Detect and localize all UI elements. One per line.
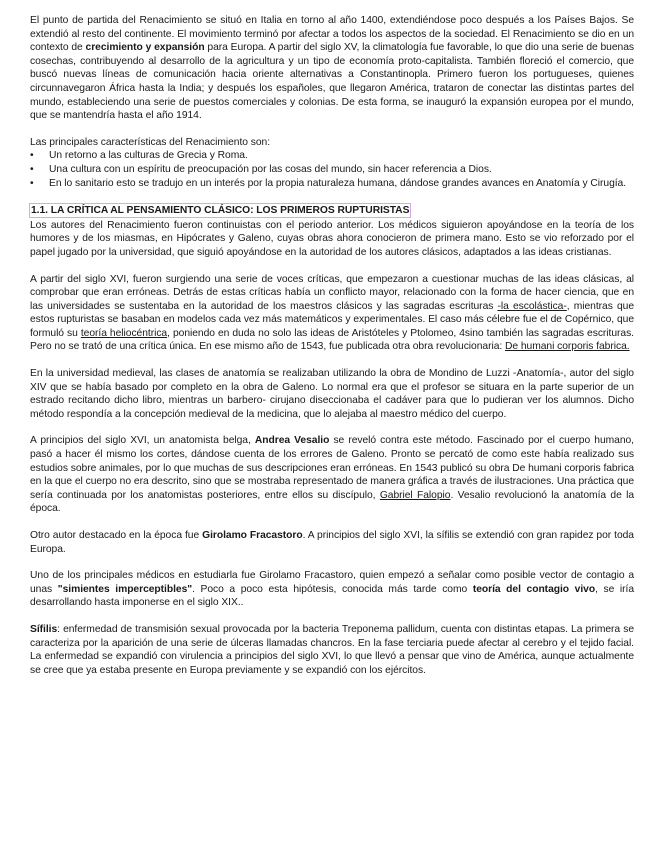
paragraph-universidad-medieval: En la universidad medieval, las clases de anatomía se realizaban utilizando la obra de Mondino de Luzzi -Anatomía-, autor del siglo XIV que se había basado por completo en la obra de Galeno. Lo normal era que el profesor se situara en la parte superior de un estrado recitando dicho libro, mientras un barbero- cirujano diseccionaba el cadáver para que lo pudieran ver los alumnos. Dicho método respondía a la concepción medieval de la medicina, que lo alejaba al maestro médico del cuerpo.	[30, 368, 634, 420]
section-heading[interactable]: 1.1. LA CRÍTICA AL PENSAMIENTO CLÁSICO: LOS PRIMEROS RUPTURISTAS	[31, 205, 410, 217]
document-page	[30, 14, 634, 690]
paragraph-criticas: A partir del siglo XVI, fueron surgiendo una serie de voces críticas, que empezaron a cuestionar muchas de las ideas clásicas, al comprobar que eran erróneas. Detrás de estas críticas había un conflicto mayor, relacionado con la forma de hacer ciencia, que en las universidades se sustentaba en la autoridad de los maestros clásicos y las sagradas escrituras -la escolástica-, mientras que estos rupturistas se basaban en modelos cada vez más matemáticos y experimentales. El caso más célebre fue el de Copérnico, que formuló su teoría heliocéntrica, poniendo en duda no solo las ideas de Aristóteles y Ptolomeo, 4sino también las sagradas escrituras. Pero no se trató de una crítica única. En ese mismo año de 1543, fue publicada otra obra revolucionaria: De humani corporis fabrica.	[30, 273, 635, 353]
paragraph-contagio: Uno de los principales médicos en estudiarla fue Girolamo Fracastoro, quien empezó a señalar como posible vector de contagio a unas "simientes imperceptibles". Poco a poco esta hipótesis, conocida más tarde como teoría del contagio vivo, se iría desarrollando hasta imponerse en el siglo XIX..	[30, 570, 635, 609]
paragraph-fracastoro-intro: Otro autor destacado en la época fue Girolamo Fracastoro. A principios del siglo XVI, la sífilis se extendió con gran rapidez por toda Europa.	[30, 530, 634, 555]
link-teoria-heliocentrica[interactable]: teoría heliocéntrica	[80, 327, 168, 339]
paragraph-continuistas: Los autores del Renacimiento fueron continuistas con el periodo anterior. Los médicos siguieron apoyándose en la teoría de los humores y de los miasmas, en Hipócrates y Galeno, cuyas obras ahora conocieron de primera mano. Esto se vio reforzado por el papel jugado por la universidad, que siguió apoyándose en la autoridad de los autores clásicos, adaptados a las ideas cristianas.	[30, 219, 634, 258]
list-item: • En lo sanitario esto se tradujo en un interés por la propia naturaleza humana, dándose grandes avances en Anatomía y Cirugía.	[30, 177, 634, 191]
bold-andrea-vesalio: Andrea Vesalio	[254, 435, 330, 447]
paragraph-characteristics-lead: Las principales características del Renacimiento son:	[30, 136, 271, 148]
list-item: • Una cultura con un espíritu de preocupación por las cosas del mundo, sin hacer referencia a Dios.	[30, 163, 634, 177]
bold-girolamo-fracastoro: Girolamo Fracastoro	[202, 530, 303, 541]
link-escolastica[interactable]: -la escolástica-	[497, 300, 567, 312]
bold-teoria-contagio-vivo: teoría del contagio vivo	[472, 583, 596, 595]
bold-simientes: "simientes imperceptibles"	[57, 583, 193, 595]
characteristics-list	[30, 149, 634, 190]
link-gabriel-falopio[interactable]: Gabriel Falopio	[379, 489, 451, 501]
bold-sifilis: Sífilis	[30, 623, 58, 635]
list-item: • Un retorno a las culturas de Grecia y Roma.	[30, 149, 634, 163]
paragraph-sifilis: Sífilis: enfermedad de transmisión sexual provocada por la bacteria Treponema pallidum, cuenta con distintas etapas. La primera se caracteriza por la aparición de una serie de úlceras llamadas chancros. En la fase terciaria puede afectar al cerebro y el tejido facial. La enfermedad se expandió con virulencia a principios del siglo XVI, lo que llevó a pensar que vino de América, aunque actualmente se cree que ya estaba presente en Europa previamente y se expandió con los ejércitos.	[30, 623, 634, 676]
section-heading-wrapper	[30, 204, 634, 218]
link-de-humani-corporis[interactable]: De humani corporis fabrica.	[505, 341, 630, 353]
paragraph-intro: El punto de partida del Renacimiento se situó en Italia en torno al año 1400, extendiéndose poco después a los Países Bajos. Se extendió al resto del continente. El movimiento terminó por afectar a todos los aspectos de la sociedad. El Renacimiento se dio en un contexto de crecimiento y expansión para Europa. A partir del siglo XV, la climatología fue favorable, lo que dio una serie de buenas cosechas, contribuyendo al desarrollo de la agricultura y un tipo de economía proto-capitalista. También floreció el comercio, que buscó nuevas líneas de comunicación hacia oriente alternativas a Constantinopla. Primero fueron los portugueses, quienes circunnavegaron África hasta la India; y después los españoles, que llegaron América, trataron de conectar las distintas partes del mundo, estableciendo una serie de puestos comerciales y colonias. De esta forma, se inauguró la expansión europea por el mundo, que se mantendría hasta el año 1914.	[30, 15, 634, 122]
paragraph-vesalio: A principios del siglo XVI, un anatomista belga, Andrea Vesalio se reveló contra este método. Fascinado por el cuerpo humano, pasó a hacer él mismo los cortes, dándose cuenta de los errores de Galeno. Pronto se percató de como este había realizado sus estudios sobre animales, por lo que muchas de sus descripciones eran erróneas. En 1543 publicó su obra De humani corporis fabrica en la que el cuerpo no era descrito, sino que se mostraba representado de manera gráfica a través de ilustraciones. Una práctica que sería continuada por los anatomistas posteriores, entre ellos su discípulo, Gabriel Falopio. Vesalio revolucionó la anatomía de la época.	[30, 435, 635, 515]
bold-crecimiento: crecimiento y expansión	[85, 42, 205, 54]
